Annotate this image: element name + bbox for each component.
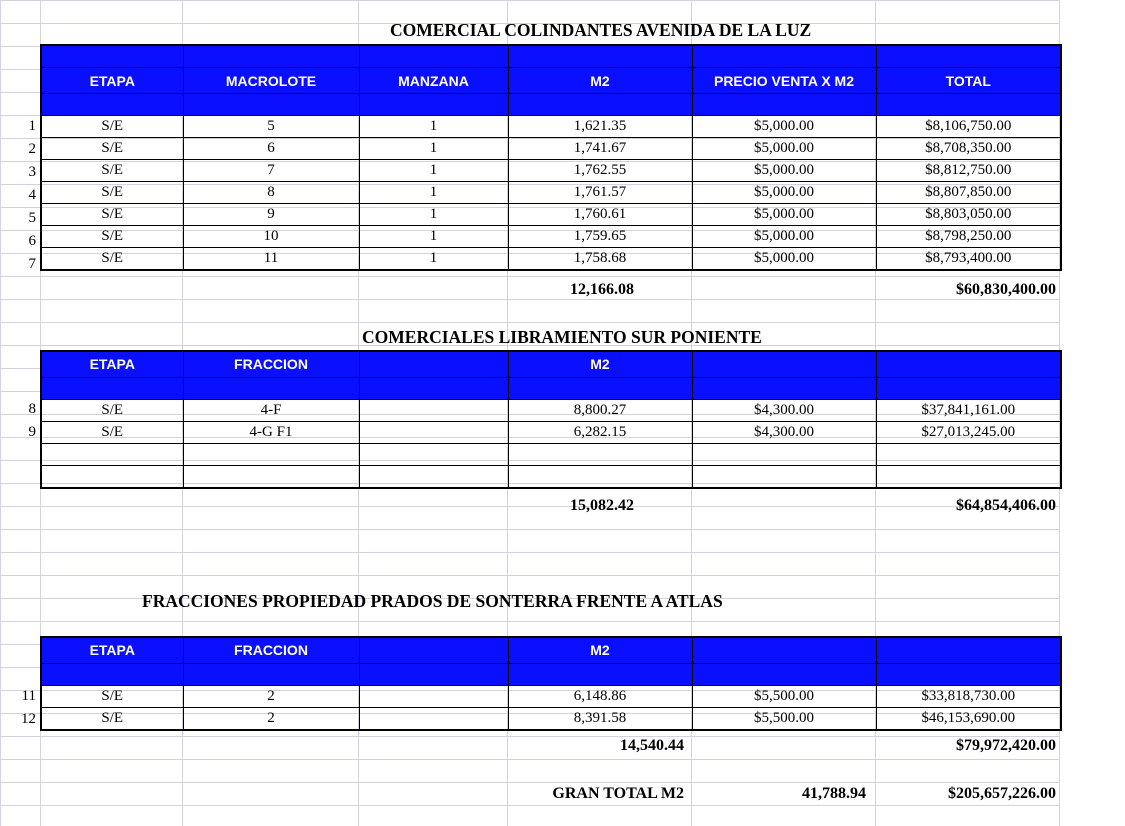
grand-total-label: GRAN TOTAL M2	[552, 785, 684, 802]
total-cell[interactable]: $37,841,161.00	[876, 399, 1061, 421]
lot-cell[interactable]: 6	[183, 138, 359, 160]
table-row	[41, 226, 1061, 248]
lot-cell[interactable]	[183, 465, 359, 488]
manzana-cell[interactable]: 1	[359, 160, 508, 182]
section2-header-spacer	[41, 377, 1061, 399]
table-row	[41, 182, 1061, 204]
table-row	[41, 685, 1061, 707]
col-header-total[interactable]: TOTAL	[876, 68, 1061, 94]
etapa-cell[interactable]: S/E	[41, 116, 183, 138]
total-cell[interactable]: $8,106,750.00	[876, 116, 1061, 138]
section1-header-spacer	[41, 45, 1061, 68]
price-cell[interactable]	[692, 443, 876, 465]
section1-title: COMERCIAL COLINDANTES AVENIDA DE LA LUZ	[390, 20, 812, 40]
m2-cell[interactable]: 1,758.68	[508, 248, 692, 271]
col-header-etapa[interactable]: ETAPA	[41, 68, 183, 94]
manzana-cell[interactable]	[359, 443, 508, 465]
table-row	[41, 116, 1061, 138]
price-cell[interactable]: $5,000.00	[692, 160, 876, 182]
m2-cell[interactable]	[508, 465, 692, 488]
etapa-cell[interactable]: S/E	[41, 685, 183, 707]
price-cell[interactable]: $5,000.00	[692, 182, 876, 204]
section1-table	[40, 44, 1062, 271]
section3-table	[40, 636, 1062, 731]
lot-cell[interactable]: 4-G F1	[183, 421, 359, 443]
etapa-cell[interactable]: S/E	[41, 226, 183, 248]
m2-cell[interactable]: 1,761.57	[508, 182, 692, 204]
col-header-etapa[interactable]: ETAPA	[41, 637, 183, 663]
manzana-cell[interactable]: 1	[359, 204, 508, 226]
m2-cell[interactable]	[508, 443, 692, 465]
m2-cell[interactable]: 1,741.67	[508, 138, 692, 160]
price-cell[interactable]: $4,300.00	[692, 421, 876, 443]
m2-cell[interactable]: 8,800.27	[508, 399, 692, 421]
table-row	[41, 443, 1061, 465]
section2-total-m2: 15,082.42	[570, 497, 634, 514]
table-row	[41, 707, 1061, 730]
row-number: 5	[28, 210, 36, 226]
lot-cell[interactable]	[183, 443, 359, 465]
price-cell[interactable]: $5,000.00	[692, 248, 876, 271]
etapa-cell[interactable]: S/E	[41, 421, 183, 443]
row-number: 12	[21, 711, 36, 727]
grand-total-amount: $205,657,226.00	[948, 785, 1056, 802]
section1-total-amount: $60,830,400.00	[956, 281, 1056, 298]
table-row	[41, 248, 1061, 271]
section2-header-row	[41, 351, 1061, 377]
lot-cell[interactable]: 2	[183, 707, 359, 730]
row-number: 4	[28, 187, 36, 203]
manzana-cell[interactable]: 1	[359, 182, 508, 204]
row-number: 6	[28, 233, 36, 249]
etapa-cell[interactable]	[41, 465, 183, 488]
price-cell[interactable]: $5,500.00	[692, 707, 876, 730]
section1-header-row	[41, 68, 1061, 94]
m2-cell[interactable]: 1,759.65	[508, 226, 692, 248]
lot-cell[interactable]: 8	[183, 182, 359, 204]
row-number: 7	[28, 256, 36, 272]
manzana-cell[interactable]: 1	[359, 138, 508, 160]
total-cell[interactable]: $8,803,050.00	[876, 204, 1061, 226]
row-number: 1	[28, 118, 36, 134]
col-header-m2[interactable]: M2	[508, 351, 692, 377]
price-cell[interactable]: $5,000.00	[692, 204, 876, 226]
section3-total-amount: $79,972,420.00	[956, 737, 1056, 754]
etapa-cell[interactable]: S/E	[41, 707, 183, 730]
etapa-cell[interactable]: S/E	[41, 160, 183, 182]
price-cell[interactable]: $4,300.00	[692, 399, 876, 421]
table-row	[41, 204, 1061, 226]
m2-cell[interactable]: 6,282.15	[508, 421, 692, 443]
row-number: 8	[28, 401, 36, 417]
lot-cell[interactable]: 2	[183, 685, 359, 707]
manzana-cell[interactable]	[359, 465, 508, 488]
lot-cell[interactable]: 7	[183, 160, 359, 182]
col-header-blank[interactable]	[692, 637, 876, 663]
row-number: 11	[21, 688, 36, 704]
m2-cell[interactable]: 8,391.58	[508, 707, 692, 730]
total-cell[interactable]: $8,708,350.00	[876, 138, 1061, 160]
manzana-cell[interactable]	[359, 399, 508, 421]
col-header-blank[interactable]	[359, 351, 508, 377]
section3-total-m2: 14,540.44	[620, 737, 684, 754]
col-header-m2[interactable]: M2	[508, 637, 692, 663]
m2-cell[interactable]: 1,762.55	[508, 160, 692, 182]
lot-cell[interactable]: 10	[183, 226, 359, 248]
price-cell[interactable]: $5,000.00	[692, 226, 876, 248]
col-header-blank[interactable]	[692, 351, 876, 377]
manzana-cell[interactable]: 1	[359, 116, 508, 138]
m2-cell[interactable]: 1,760.61	[508, 204, 692, 226]
col-header-blank[interactable]	[876, 351, 1061, 377]
lot-cell[interactable]: 5	[183, 116, 359, 138]
total-cell[interactable]	[876, 443, 1061, 465]
col-header-blank[interactable]	[359, 637, 508, 663]
etapa-cell[interactable]: S/E	[41, 399, 183, 421]
price-cell[interactable]: $5,000.00	[692, 116, 876, 138]
total-cell[interactable]: $46,153,690.00	[876, 707, 1061, 730]
total-cell[interactable]: $27,013,245.00	[876, 421, 1061, 443]
table-row	[41, 421, 1061, 443]
section3-title: FRACCIONES PROPIEDAD PRADOS DE SONTERRA FRENTE A ATLAS	[142, 591, 723, 611]
manzana-cell[interactable]	[359, 421, 508, 443]
price-cell[interactable]: $5,500.00	[692, 685, 876, 707]
row-number: 9	[28, 424, 36, 440]
col-header-precio[interactable]: PRECIO VENTA X M2	[692, 68, 876, 94]
row-number: 3	[28, 164, 36, 180]
grand-total-m2: 41,788.94	[802, 785, 866, 802]
etapa-cell[interactable]: S/E	[41, 204, 183, 226]
total-cell[interactable]	[876, 465, 1061, 488]
table-row	[41, 399, 1061, 421]
section1-total-m2: 12,166.08	[570, 281, 634, 298]
etapa-cell[interactable]: S/E	[41, 182, 183, 204]
col-header-fraccion[interactable]: FRACCION	[183, 637, 359, 663]
total-cell[interactable]: $8,793,400.00	[876, 248, 1061, 271]
col-header-blank[interactable]	[876, 637, 1061, 663]
col-header-m2[interactable]: M2	[508, 68, 692, 94]
lot-cell[interactable]: 9	[183, 204, 359, 226]
lot-cell[interactable]: 4-F	[183, 399, 359, 421]
col-header-manzana[interactable]: MANZANA	[359, 68, 508, 94]
section2-total-amount: $64,854,406.00	[956, 497, 1056, 514]
etapa-cell[interactable]	[41, 443, 183, 465]
total-cell[interactable]: $8,798,250.00	[876, 226, 1061, 248]
price-cell[interactable]	[692, 465, 876, 488]
m2-cell[interactable]: 6,148.86	[508, 685, 692, 707]
section3-header-spacer	[41, 663, 1061, 685]
lot-cell[interactable]: 11	[183, 248, 359, 271]
table-row	[41, 160, 1061, 182]
total-cell[interactable]: $8,807,850.00	[876, 182, 1061, 204]
price-cell[interactable]: $5,000.00	[692, 138, 876, 160]
row-number: 2	[28, 141, 36, 157]
manzana-cell[interactable]	[359, 685, 508, 707]
manzana-cell[interactable]	[359, 707, 508, 730]
col-header-macrolote[interactable]: MACROLOTE	[183, 68, 359, 94]
col-header-etapa[interactable]: ETAPA	[41, 351, 183, 377]
section1-header-spacer	[41, 94, 1061, 116]
etapa-cell[interactable]: S/E	[41, 138, 183, 160]
total-cell[interactable]: $33,818,730.00	[876, 685, 1061, 707]
table-row	[41, 465, 1061, 488]
etapa-cell[interactable]: S/E	[41, 248, 183, 271]
m2-cell[interactable]: 1,621.35	[508, 116, 692, 138]
col-header-fraccion[interactable]: FRACCION	[183, 351, 359, 377]
table-row	[41, 138, 1061, 160]
section3-header-row	[41, 637, 1061, 663]
manzana-cell[interactable]: 1	[359, 226, 508, 248]
section2-table	[40, 350, 1062, 489]
section2-title: COMERCIALES LIBRAMIENTO SUR PONIENTE	[362, 327, 762, 347]
total-cell[interactable]: $8,812,750.00	[876, 160, 1061, 182]
manzana-cell[interactable]: 1	[359, 248, 508, 271]
